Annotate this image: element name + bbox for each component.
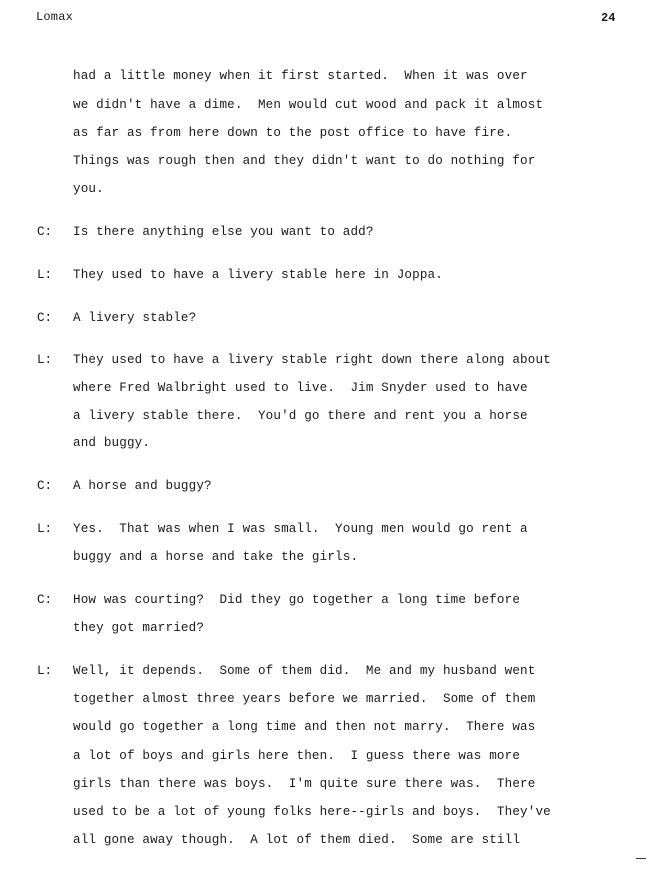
speaker-label: L:: [37, 268, 53, 282]
utterance-line: together almost three years before we married. Some of them: [73, 692, 536, 706]
utterance-line: a livery stable there. You'd go there and rent you a horse: [73, 409, 528, 423]
utterance-line: Yes. That was when I was small. Young men would go rent a: [73, 522, 528, 536]
utterance-line: A livery stable?: [73, 311, 197, 325]
continuation-line: Things was rough then and they didn't want to do nothing for: [73, 154, 536, 168]
utterance-line: Well, it depends. Some of them did. Me and my husband went: [73, 664, 536, 678]
utterance-line: and buggy.: [73, 436, 151, 450]
speaker-label: L:: [37, 353, 53, 367]
utterance-line: girls than there was boys. I'm quite sure there was. There: [73, 777, 536, 791]
utterance-line: a lot of boys and girls here then. I guess there was more: [73, 749, 521, 763]
speaker-label: L:: [37, 522, 53, 536]
margin-mark: [636, 858, 646, 859]
utterance-line: buggy and a horse and take the girls.: [73, 550, 359, 564]
utterance-line: Is there anything else you want to add?: [73, 225, 374, 239]
speaker-label: C:: [37, 479, 53, 493]
interviewee-name-header: Lomax: [36, 10, 74, 24]
continuation-line: you.: [73, 182, 104, 196]
utterance-line: A horse and buggy?: [73, 479, 212, 493]
speaker-label: C:: [37, 225, 53, 239]
utterance-line: How was courting? Did they go together a long time before: [73, 593, 521, 607]
page-number: 24: [601, 11, 616, 25]
utterance-line: used to be a lot of young folks here--girls and boys. They've: [73, 805, 551, 819]
speaker-label: C:: [37, 311, 53, 325]
utterance-line: They used to have a livery stable right down there along about: [73, 353, 551, 367]
utterance-line: They used to have a livery stable here in Joppa.: [73, 268, 443, 282]
continuation-line: as far as from here down to the post office to have fire.: [73, 126, 513, 140]
utterance-line: all gone away though. A lot of them died. Some are still: [73, 833, 521, 847]
speaker-label: C:: [37, 593, 53, 607]
utterance-line: where Fred Walbright used to live. Jim Snyder used to have: [73, 381, 528, 395]
continuation-line: we didn't have a dime. Men would cut wood and pack it almost: [73, 98, 544, 112]
utterance-line: they got married?: [73, 621, 205, 635]
utterance-line: would go together a long time and then not marry. There was: [73, 720, 536, 734]
continuation-line: had a little money when it first started. When it was over: [73, 69, 528, 83]
speaker-label: L:: [37, 664, 53, 678]
